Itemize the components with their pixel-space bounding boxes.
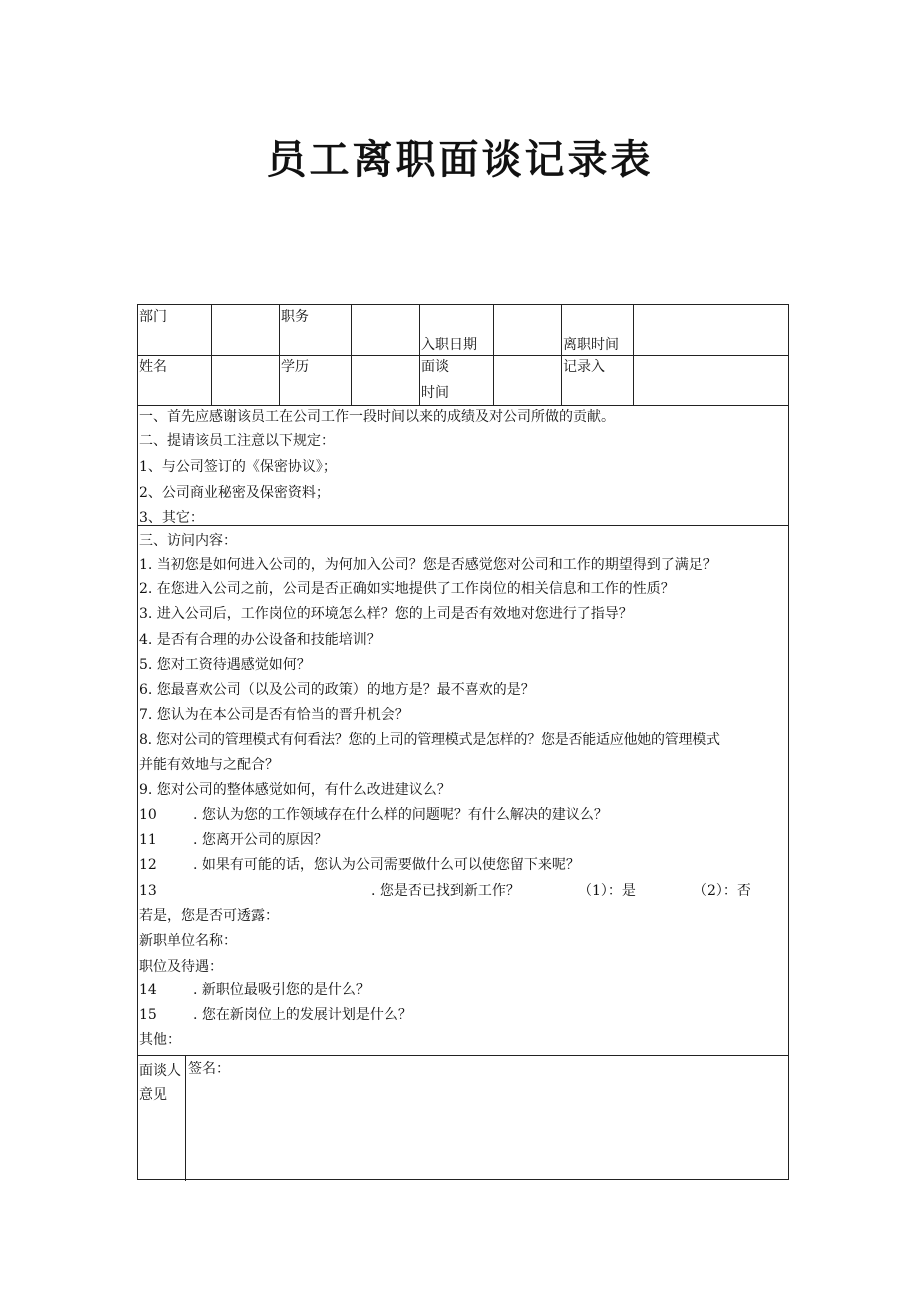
question-number: 14 xyxy=(139,982,157,998)
col-divider xyxy=(211,305,212,405)
row-divider xyxy=(138,1055,788,1056)
question-item: 9. 您对公司的整体感觉如何，有什么改进建议么？ xyxy=(139,782,451,798)
rule-item: 1、与公司签订的《保密协议》； xyxy=(139,459,337,475)
row-divider xyxy=(138,405,788,406)
question-item: . 新职位最吸引您的是什么？ xyxy=(193,982,370,998)
interview-time-value-field[interactable] xyxy=(495,357,559,403)
col-divider xyxy=(185,1055,186,1181)
question-item: . 您认为您的工作领域存在什么样的问题呢？有什么解决的建议么？ xyxy=(193,807,608,823)
question-number: 15 xyxy=(139,1007,157,1023)
dept-label: 部门 xyxy=(139,309,167,325)
row-divider xyxy=(138,525,788,526)
recorder-value-field[interactable] xyxy=(635,357,785,403)
rules-heading: 二、提请该员工注意以下规定： xyxy=(139,433,335,449)
reminder-intro: 一、首先应感谢该员工在公司工作一段时间以来的成绩及对公司所做的贡献。 xyxy=(139,409,615,425)
question-number: 11 xyxy=(139,832,157,848)
follow-up-text: 若是，您是否可透露： xyxy=(139,908,279,924)
question-item: . 如果有可能的话，您认为公司需要做什么可以使您留下来呢？ xyxy=(193,857,580,873)
rule-item: 2、公司商业秘密及保密资料； xyxy=(139,485,330,501)
signature-label: 签名： xyxy=(188,1061,230,1077)
option-no[interactable]: （2）：否 xyxy=(693,883,751,899)
question-item: 3. 进入公司后，工作岗位的环境怎么样？您的上司是否有效地对您进行了指导？ xyxy=(139,606,633,622)
leave-date-value-field[interactable] xyxy=(635,307,785,353)
question-item: 5. 您对工资待遇感觉如何？ xyxy=(139,657,311,673)
rule-item: 3、其它： xyxy=(139,510,204,526)
question-item: 2. 在您进入公司之前，公司是否正确如实地提供了工作岗位的相关信息和工作的性质？ xyxy=(139,581,675,597)
col-divider xyxy=(493,305,494,405)
question-item: 1. 当初您是如何进入公司的，为何加入公司？您是否感觉您对公司和工作的期望得到了满足？ xyxy=(139,557,717,573)
question-item: . 您在新岗位上的发展计划是什么？ xyxy=(193,1007,412,1023)
interviewer-opinion-label-line2: 意见 xyxy=(139,1087,167,1103)
question-number: 12 xyxy=(139,857,157,873)
page-title: 员工离职面谈记录表 xyxy=(266,137,654,183)
col-divider xyxy=(279,305,280,405)
interview-time-label-line1: 面谈 xyxy=(421,359,449,375)
question-item: 6. 您最喜欢公司（以及公司的政策）的地方是？最不喜欢的是？ xyxy=(139,682,535,698)
col-divider xyxy=(633,305,634,405)
question-item: 7. 您认为在本公司是否有恰当的晋升机会？ xyxy=(139,707,409,723)
question-item: . 您离开公司的原因？ xyxy=(193,832,328,848)
interviewer-opinion-label-line1: 面谈人 xyxy=(139,1063,181,1079)
hire-date-value-field[interactable] xyxy=(495,307,559,353)
dept-value-field[interactable] xyxy=(213,307,277,353)
position-value-field[interactable] xyxy=(353,307,417,353)
recorder-label: 记录入 xyxy=(563,359,605,375)
leave-date-label: 离职时间 xyxy=(563,337,619,353)
new-company-label: 新职单位名称： xyxy=(139,933,237,949)
name-label: 姓名 xyxy=(139,359,167,375)
col-divider xyxy=(351,305,352,405)
education-label: 学历 xyxy=(281,359,309,375)
col-divider xyxy=(561,305,562,405)
question-item-continued: 并能有效地与之配合？ xyxy=(139,757,279,773)
interview-form-table xyxy=(137,304,789,1180)
interview-heading: 三、访问内容： xyxy=(139,533,237,549)
new-position-label: 职位及待遇： xyxy=(139,959,223,975)
hire-date-label: 入职日期 xyxy=(421,337,477,353)
education-value-field[interactable] xyxy=(353,357,417,403)
col-divider xyxy=(419,305,420,405)
question-number: 10 xyxy=(139,807,157,823)
other-label: 其他： xyxy=(139,1032,181,1048)
opinion-input-area[interactable] xyxy=(188,1081,786,1177)
option-yes[interactable]: （1）：是 xyxy=(578,883,636,899)
question-item: 4. 是否有合理的办公设备和技能培训？ xyxy=(139,632,381,648)
name-value-field[interactable] xyxy=(213,357,277,403)
question-item: . 您是否已找到新工作？ xyxy=(371,883,520,899)
row-divider xyxy=(138,355,788,356)
position-label: 职务 xyxy=(281,309,309,325)
interview-time-label-line2: 时间 xyxy=(421,385,449,401)
question-number: 13 xyxy=(139,883,157,899)
question-item: 8. 您对公司的管理模式有何看法？您的上司的管理模式是怎样的？您是否能适应他她的管理模式 xyxy=(139,732,720,748)
